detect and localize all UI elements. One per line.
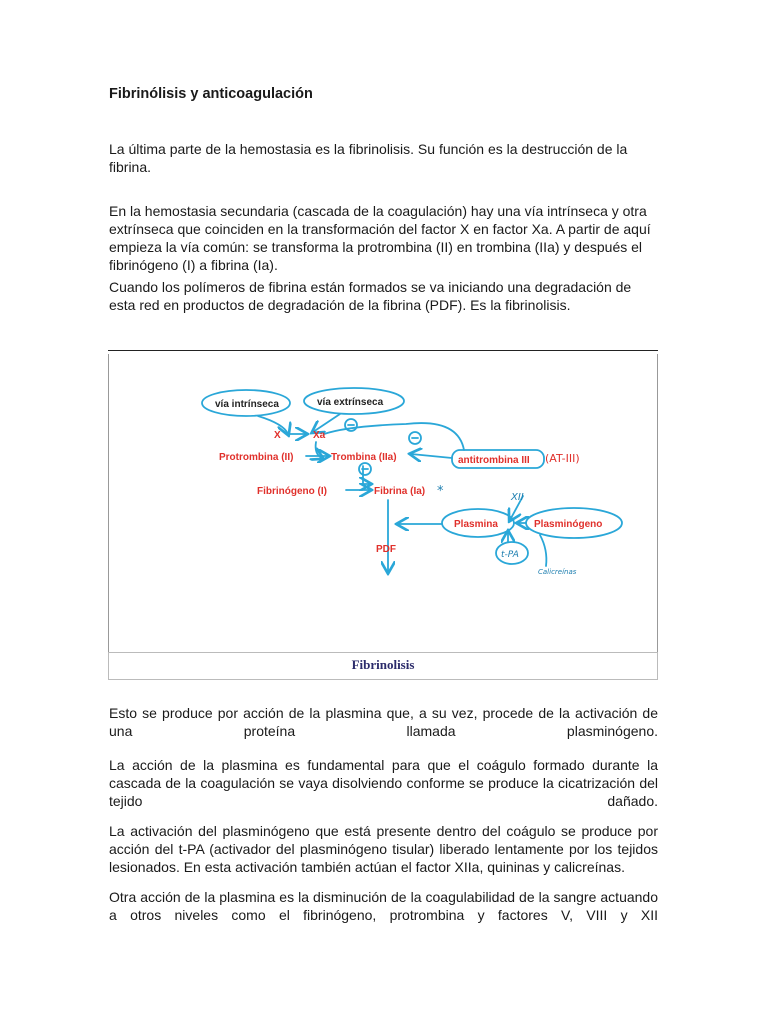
paragraph-plasmina-coagulability: Otra acción de la plasmina es la disminución de la coagulabilidad de la sangre actuando a otros niveles como el fibrinógeno, protrombina y factores V, VIII y XII bbox=[109, 889, 658, 923]
paragraph-fibrin-degradation: Cuando los polímeros de fibrina están formados se va iniciando una degradación de esta red en productos de degradación de la fibrina (PDF). Es la fibrinolisis. bbox=[109, 279, 632, 313]
paragraph-plasmina-function: La acción de la plasmina es fundamental para que el coágulo formado durante la cascada de la coagulación se vaya disolviendo conforme se produce la cicatrización del tejido dañado. bbox=[109, 757, 658, 809]
label-antitrombina: antitrombina III bbox=[458, 455, 530, 466]
paragraph-intro: La última parte de la hemostasia es la fibrinolisis. Su función es la destrucción de la fibrina. bbox=[109, 141, 628, 175]
page-title: Fibrinólisis y anticoagulación bbox=[109, 86, 313, 102]
paragraph-secondary-hemostasis: En la hemostasia secundaria (cascada de la coagulación) hay una vía intrínseca y otra extrínseca que coinciden en la transformación del factor X en factor Xa. A partir de aquí empieza la vía común: se transforma la protrombina (II) en trombina (IIa) y después el fibrinógeno (I) a fibrina (Ia). bbox=[109, 203, 651, 273]
label-at-iii: (AT-III) bbox=[545, 452, 580, 465]
label-via-intrinseca: vía intrínseca bbox=[215, 399, 279, 410]
paragraph-plasmina: Esto se produce por acción de la plasmina que, a su vez, procede de la activación de una proteína llamada plasminógeno. bbox=[109, 705, 658, 739]
asterisk-mark: * bbox=[437, 484, 444, 499]
label-fibrinogeno: Fibrinógeno (I) bbox=[257, 486, 327, 497]
label-fibrina: Fibrina (Ia) bbox=[374, 486, 426, 497]
label-trombina: Trombina (IIa) bbox=[331, 452, 397, 463]
label-calicreinas: Calicreínas bbox=[538, 568, 577, 576]
label-protrombina: Protrombina (II) bbox=[219, 452, 294, 463]
paragraph-plasminogen-activation: La activación del plasminógeno que está presente dentro del coágulo se produce por acción del t-PA (activador del plasminógeno tisular) liberado lentamente por los tejidos lesionados. En esta activación también actúan el factor XIIa, quininas y calicreínas. bbox=[109, 823, 658, 875]
label-xa: Xa bbox=[313, 430, 326, 441]
label-xii: XII bbox=[511, 492, 524, 503]
label-plasmina: Plasmina bbox=[454, 519, 498, 530]
label-plasminogeno: Plasminógeno bbox=[534, 519, 603, 530]
label-pdf: PDF bbox=[376, 544, 396, 555]
label-via-extrinseca: vía extrínseca bbox=[317, 397, 384, 408]
label-tpa: t-PA bbox=[501, 550, 519, 560]
fibrinolysis-figure bbox=[108, 350, 658, 681]
label-x: X bbox=[274, 430, 281, 441]
figure-caption: Fibrinolisis bbox=[351, 657, 415, 672]
fibrinolysis-diagram bbox=[108, 354, 656, 652]
